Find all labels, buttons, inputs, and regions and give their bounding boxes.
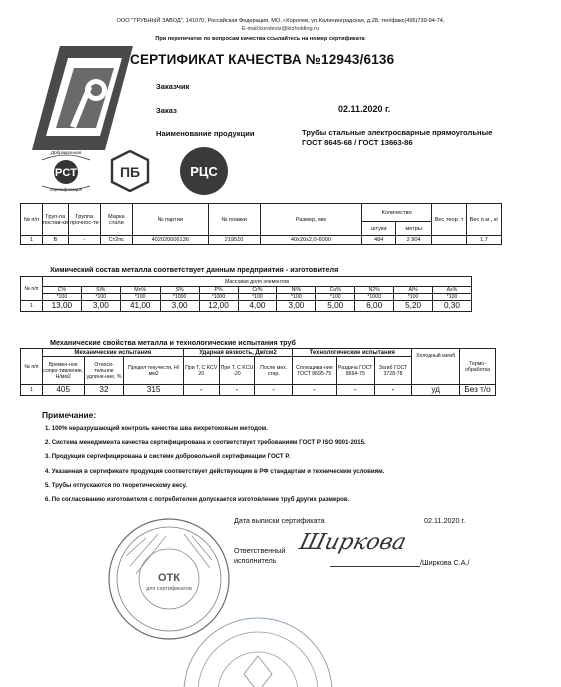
sub-header: После мех. стар.	[255, 357, 293, 385]
cell: -	[68, 236, 100, 245]
rst-mark: PCT	[55, 167, 77, 179]
cell: 41,00	[120, 301, 160, 312]
mech-title: Механические свойства металла и технологические испытания труб	[50, 338, 296, 347]
col-strength-group: Группа прочнос-ти	[68, 204, 100, 236]
element-multiplier: *100	[316, 294, 355, 301]
table-row	[21, 301, 472, 312]
element-header: P%	[199, 287, 238, 294]
col-steel-grade: Марка стали	[100, 204, 132, 236]
col-weight-theor: Вес теор. т	[432, 204, 467, 236]
cell: 40х20х2,0-6000	[260, 236, 362, 245]
element-multiplier: *1000	[160, 294, 199, 301]
cell: -	[219, 385, 255, 396]
element-multiplier: *1000	[355, 294, 394, 301]
issue-date-label: Дата выписки сертификата	[234, 516, 325, 525]
rst-top-text: Добровольная	[50, 150, 82, 155]
cell: 1	[21, 385, 43, 396]
cell: 3,00	[160, 301, 199, 312]
mech-col-no: № п/п	[21, 349, 43, 385]
sub-header: Времен-ное сопро-тивление, Н/мм2	[42, 357, 84, 385]
col-delivery-group: Груп-па постав-ки	[42, 204, 68, 236]
cell: 13,00	[42, 301, 81, 312]
certificate-title: СЕРТИФИКАТ КАЧЕСТВА №12943/6136	[130, 52, 395, 67]
col-weight-per-m: Вес п.м., кг	[467, 204, 502, 236]
heat-treat-header: Термо-обработка	[460, 349, 496, 385]
element-multiplier: *100	[81, 294, 120, 301]
sub-header: Загиб ГОСТ 3728-78	[374, 357, 412, 385]
chem-col-no: № п/п	[21, 277, 43, 301]
sub-header: При Т, С KCU -20	[219, 357, 255, 385]
cell: 5,20	[394, 301, 433, 312]
element-multiplier: *100	[394, 294, 433, 301]
element-multiplier: *100	[277, 294, 316, 301]
cell: Без т/о	[460, 385, 496, 396]
executor-label-2: исполнитель	[234, 556, 277, 565]
rst-bottom-text: сертификация	[50, 187, 82, 192]
cell: 315	[124, 385, 184, 396]
cell: 405	[42, 385, 84, 396]
col-quantity: Количество	[362, 204, 432, 222]
cell: -	[336, 385, 374, 396]
cell: 32	[84, 385, 124, 396]
note-item: 1. 100% неразрушающий контроль качества шва вихретоковым методом.	[45, 425, 268, 432]
impact-group: Ударная вязкость, Дж/см2	[183, 349, 292, 357]
signature-line	[330, 566, 420, 567]
cell: 0,30	[433, 301, 472, 312]
note-item: 5. Трубы отпускаются по теоретическому весу.	[45, 481, 188, 489]
cell: уд	[412, 385, 460, 396]
cell: 1,7	[467, 236, 502, 245]
table-row	[21, 236, 502, 245]
product-label: Наименование продукции	[156, 129, 255, 138]
element-header: N2%	[355, 287, 394, 294]
cold-bend-header: Холодный изгиб	[412, 349, 460, 385]
sub-header: Раздача ГОСТ 8694-75	[336, 357, 374, 385]
order-date: 02.11.2020 г.	[338, 104, 391, 114]
element-header: Ni%	[277, 287, 316, 294]
chem-table	[20, 276, 472, 312]
col-batch: № партии	[132, 204, 208, 236]
mech-table	[20, 348, 496, 396]
sub-header: Предел текучести, Н/мм2	[124, 357, 184, 385]
cell: -	[293, 385, 337, 396]
note-item: 6. По согласованию изготовителя с потребителем допускается изготовление труб других размеров.	[45, 496, 350, 504]
cell: 4,00	[238, 301, 277, 312]
company-address: ООО "ТРУБНЫЙ ЗАВОД", 141070, Российская Федерация, МО, г.Королев, ул.Калининградская, д.28, тел/факс(495)739-94-74,	[116, 18, 445, 24]
cell: 3,00	[277, 301, 316, 312]
company-logo	[30, 44, 135, 152]
cell: 6,00	[355, 301, 394, 312]
element-multiplier: *100	[433, 294, 472, 301]
note-item: 2. Система менеджмента качества сертифицирована и соответствует требованиям ГОСТ Р ISO 9001-2015.	[45, 439, 366, 447]
table-row	[21, 385, 496, 396]
rcs-mark: РЦС	[190, 164, 218, 179]
cell: Ст2пс	[100, 236, 132, 245]
element-header: Al%	[394, 287, 433, 294]
order-label: Заказ	[156, 106, 177, 115]
cell: -	[374, 385, 412, 396]
pb-mark: ПБ	[119, 164, 141, 180]
rst-cert-logo	[38, 150, 94, 192]
col-qty-pieces: штуки	[362, 222, 396, 236]
cell: 2 904	[396, 236, 432, 245]
notes-title: Примечание:	[42, 410, 97, 420]
cell: 5,00	[316, 301, 355, 312]
cell: В	[42, 236, 68, 245]
cell: -	[183, 385, 219, 396]
executor-label-1: Ответственный	[234, 546, 286, 555]
rcs-cert-logo	[178, 146, 230, 196]
element-header: Cu%	[316, 287, 355, 294]
note-item: 4. Указанная в сертификате продукция соответствует действующим в РФ стандартам и техническим условиям.	[45, 467, 385, 475]
cell: 219510	[208, 236, 260, 245]
executor-name: /Ширкова С.А./	[420, 558, 470, 567]
cell: 484	[362, 236, 396, 245]
element-multiplier: *100	[120, 294, 160, 301]
element-multiplier: *1000	[199, 294, 238, 301]
element-multiplier: *100	[238, 294, 277, 301]
product-table	[20, 203, 502, 245]
sub-header: При Т, С KCV 20	[183, 357, 219, 385]
product-value: Трубы стальные электросварные прямоугольные ГОСТ 8645-68 / ГОСТ 13663-86	[302, 128, 493, 147]
reprint-note: При перепечатке по вопросам качества ссылайтесь на номер сертификата	[155, 36, 365, 42]
element-header: С%	[42, 287, 81, 294]
cell: 3,00	[81, 301, 120, 312]
notes-list	[45, 422, 525, 507]
company-email: E-mail:korolevtz@ktzholding.ru	[241, 26, 320, 32]
element-header: Mn%	[120, 287, 160, 294]
col-size: Размер, мм	[260, 204, 362, 236]
customer-label: Заказчик	[156, 82, 190, 91]
cell: -	[255, 385, 293, 396]
sub-header: Относи-тельное удлине-ние, %	[84, 357, 124, 385]
cell: 1	[21, 301, 43, 312]
col-heat: № плавки	[208, 204, 260, 236]
handwritten-signature: Ширкова	[296, 530, 409, 555]
cell	[432, 236, 467, 245]
mech-group: Механические испытания	[42, 349, 183, 357]
col-no: № п/п	[21, 204, 43, 236]
cell: 402020006136	[132, 236, 208, 245]
sub-header: Сплющива-ние ГОСТ 8695-75	[293, 357, 337, 385]
bottom-seal	[178, 612, 338, 687]
col-qty-meters: метры	[396, 222, 432, 236]
note-item: 3. Продукция сертифицирована в системе добровольной сертификации ГОСТ Р.	[45, 453, 291, 461]
element-header: As%	[433, 287, 472, 294]
chem-mass-label: Массовая доля элементов	[42, 277, 471, 287]
element-header: S%	[160, 287, 199, 294]
chem-title: Химический состав металла соответствует данным предприятия - изготовителя	[50, 265, 339, 274]
pb-cert-logo	[110, 150, 150, 192]
stamp-main: ОТК	[158, 572, 180, 584]
element-multiplier: *100	[42, 294, 81, 301]
cell: 12,00	[199, 301, 238, 312]
cell: 1	[21, 236, 43, 245]
element-header: Cr%	[238, 287, 277, 294]
element-header: Si%	[81, 287, 120, 294]
issue-date-value: 02.11.2020 г.	[424, 516, 466, 525]
stamp-sub: для сертификатов	[146, 586, 192, 592]
tech-group: Технологические испытания	[293, 349, 412, 357]
